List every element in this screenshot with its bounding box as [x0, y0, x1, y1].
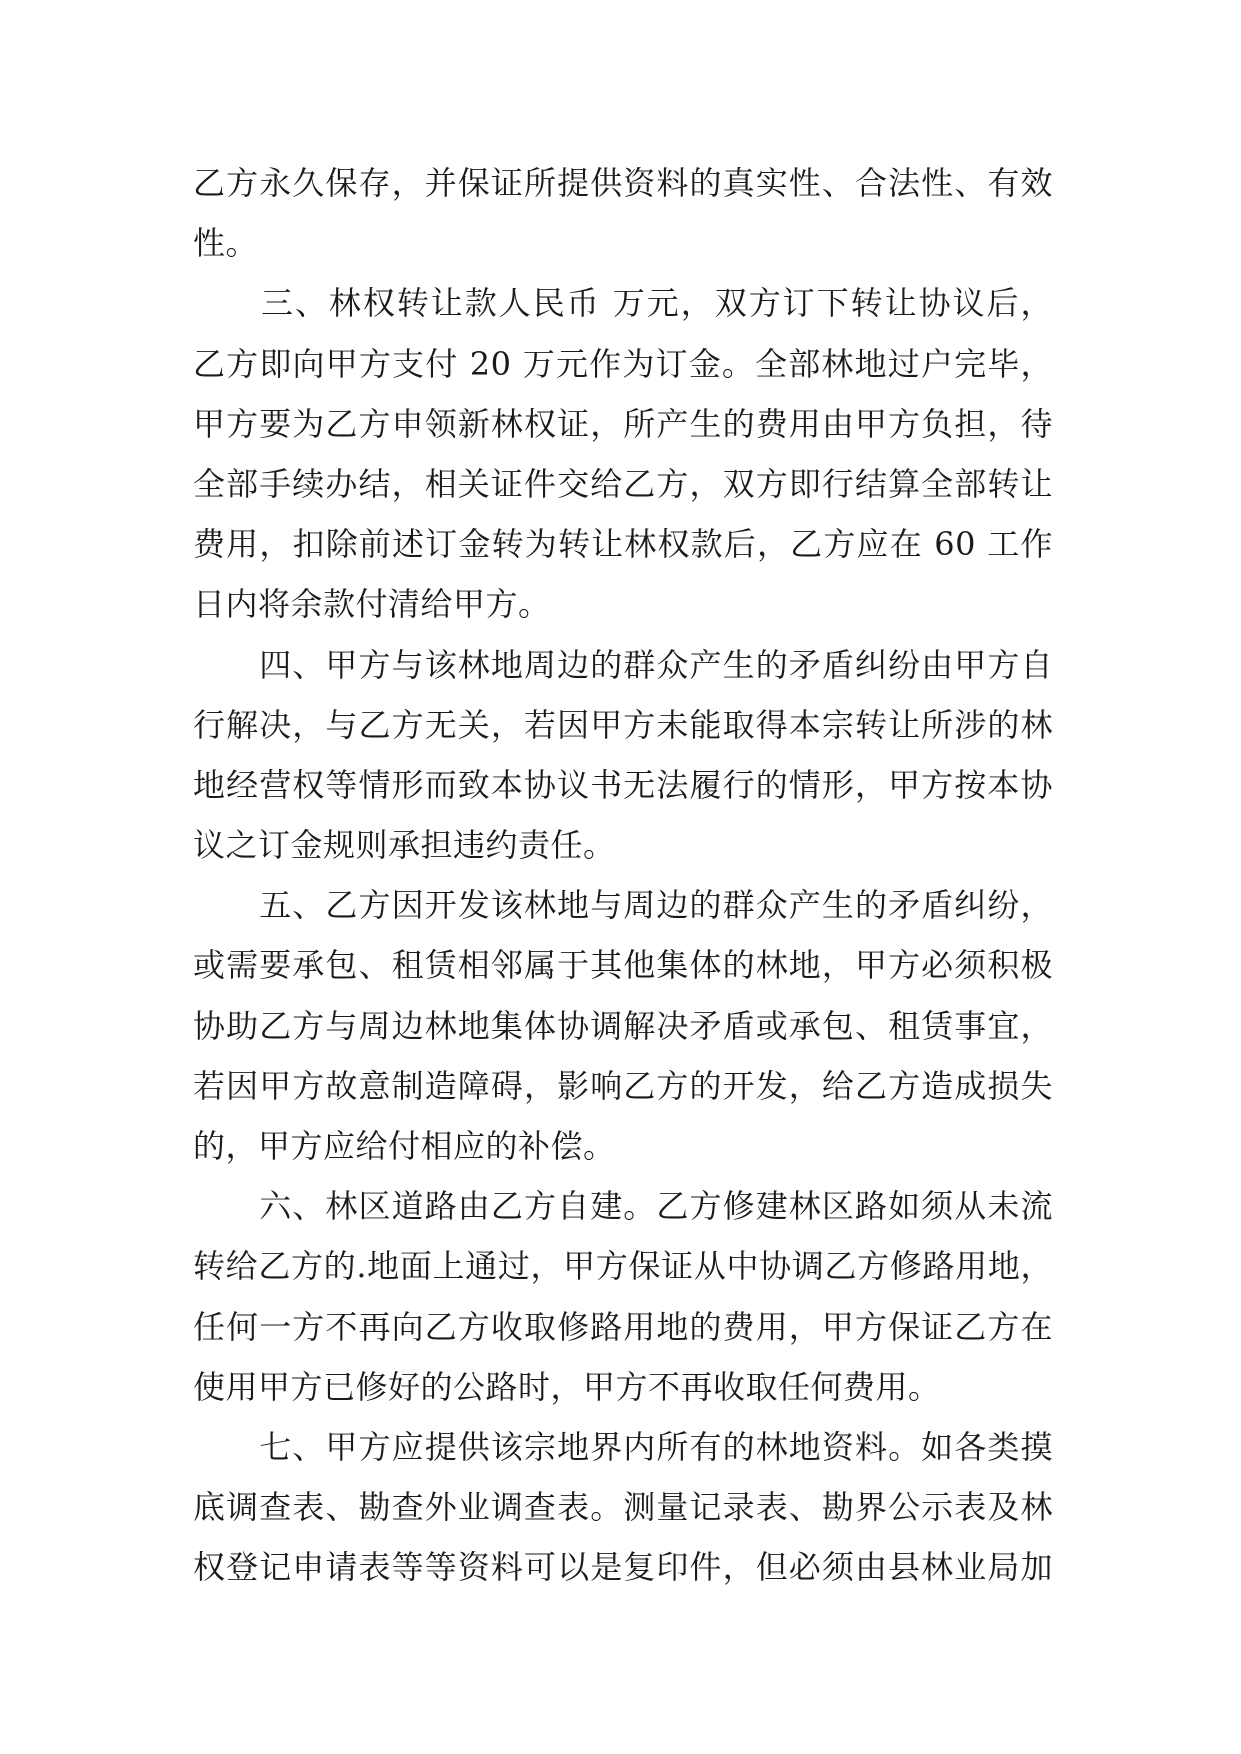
text-line: 四、甲方与该林地周边的群众产生的矛盾纠纷由甲方自 — [193, 645, 1053, 684]
body-text — [193, 153, 1053, 1598]
text-line: 乙方即向甲方支付 20 万元作为订金。全部林地过户完毕， — [193, 344, 1053, 383]
text-line: 日内将余款付清给甲方。 — [193, 585, 551, 624]
text-line: 费用，扣除前述订金转为转让林权款后，乙方应在 60 工作 — [193, 525, 1053, 564]
text-line: 若因甲方故意制造障碍，影响乙方的开发，给乙方造成损失 — [193, 1066, 1053, 1105]
text-line: 性。 — [193, 224, 259, 263]
text-line: 甲方要为乙方申领新林权证，所产生的费用由甲方负担，待 — [193, 404, 1053, 443]
text-line: 议之订金规则承担违约责任。 — [193, 826, 616, 865]
text-line: 转给乙方的.地面上通过，甲方保证从中协调乙方修路用地， — [193, 1247, 1053, 1286]
text-line: 五、乙方因开发该林地与周边的群众产生的矛盾纠纷， — [193, 886, 1053, 925]
text-line: 行解决，与乙方无关，若因甲方未能取得本宗转让所涉的林 — [193, 705, 1053, 744]
text-line: 六、林区道路由乙方自建。乙方修建林区路如须从未流 — [193, 1187, 1053, 1226]
text-line: 全部手续办结，相关证件交给乙方，双方即行结算全部转让 — [193, 464, 1053, 503]
text-line: 任何一方不再向乙方收取修路用地的费用，甲方保证乙方在 — [193, 1307, 1053, 1346]
text-line: 使用甲方已修好的公路时，甲方不再收取任何费用。 — [193, 1367, 941, 1406]
text-line: 的，甲方应给付相应的补偿。 — [193, 1127, 616, 1165]
text-line: 或需要承包、租赁相邻属于其他集体的林地，甲方必须积极 — [193, 946, 1053, 985]
text-line: 协助乙方与周边林地集体协调解决矛盾或承包、租赁事宜， — [193, 1006, 1053, 1045]
text-line: 地经营权等情形而致本协议书无法履行的情形，甲方按本协 — [193, 765, 1053, 804]
text-line: 权登记申请表等等资料可以是复印件，但必须由县林业局加 — [193, 1548, 1053, 1587]
text-line: 三、林权转让款人民币 万元，双方订下转让协议后， — [193, 284, 1053, 323]
text-line: 底调查表、勘查外业调查表。测量记录表、勘界公示表及林 — [193, 1488, 1053, 1527]
text-line: 七、甲方应提供该宗地界内所有的林地资料。如各类摸 — [193, 1427, 1053, 1466]
text-line: 乙方永久保存，并保证所提供资料的真实性、合法性、有效 — [193, 164, 1053, 202]
